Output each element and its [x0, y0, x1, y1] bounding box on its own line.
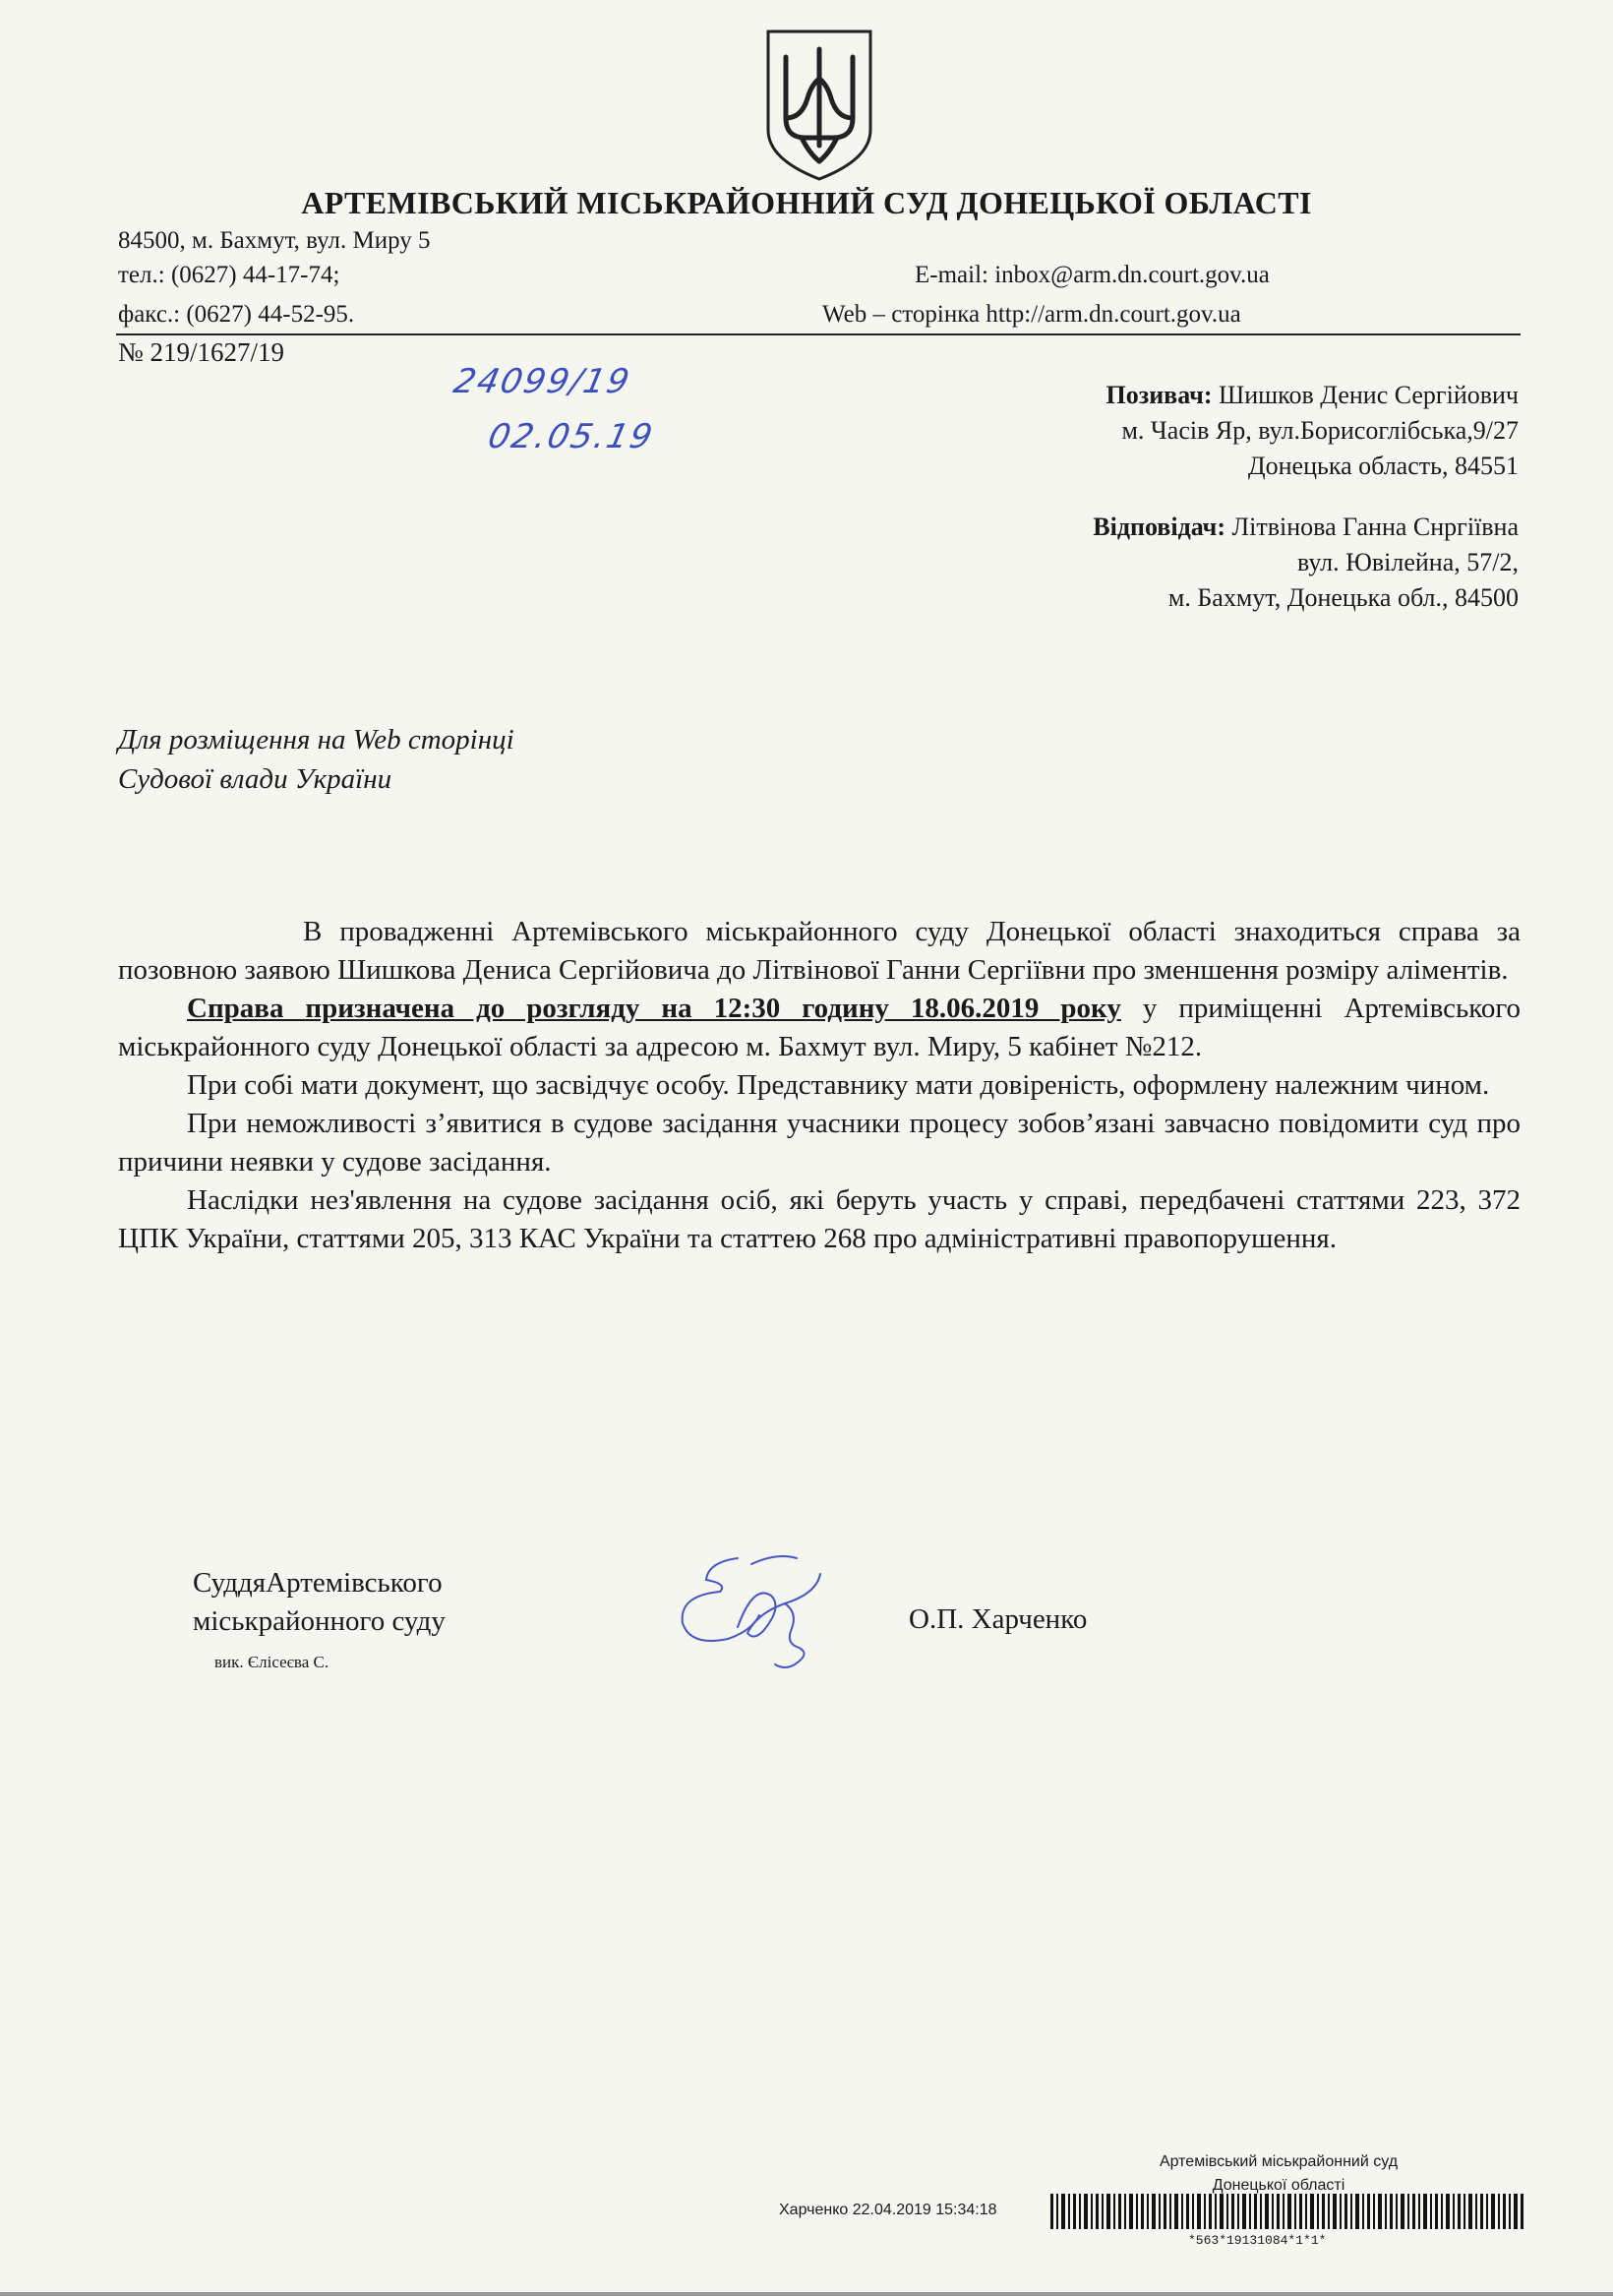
- body-paragraph-documents: При собі мати документ, що засвідчує особу. Представнику мати довіреність, оформлену належним чином.: [187, 1069, 1490, 1101]
- judge-name: О.П. Харченко: [909, 1603, 1088, 1635]
- court-phone: тел.: (0627) 44-17-74;: [118, 262, 340, 288]
- plaintiff-name: Шишков Денис Сергійович: [1219, 381, 1519, 409]
- handwritten-signature: [669, 1544, 856, 1678]
- body-paragraph-hearing: [118, 990, 1521, 1066]
- defendant-name: Літвінова Ганна Снргіївна: [1231, 513, 1519, 541]
- case-number: № 219/1627/19: [118, 337, 285, 367]
- defendant-block: [1093, 510, 1519, 616]
- defendant-address-line1: вул. Ювілейна, 57/2,: [1296, 548, 1519, 576]
- barcode-number: *563*19131084*1*1*: [1188, 2233, 1327, 2248]
- court-email: E-mail: inbox@arm.dn.court.gov.ua: [915, 262, 1270, 288]
- judge-title-line2: міськрайонного суду: [193, 1605, 446, 1637]
- court-website: Web – сторінка http://arm.dn.court.gov.ua: [822, 301, 1241, 328]
- hearing-location: у приміщенні Артемівського міськрайонного суду Донецької області за адресою м. Бахмут вул. Миру, 5 кабінет №212.: [118, 993, 1521, 1062]
- court-name-heading: АРТЕМІВСЬКИЙ МІСЬКРАЙОННИЙ СУД ДОНЕЦЬКОЇ ОБЛАСТІ: [301, 185, 1312, 220]
- court-fax: факс.: (0627) 44-52-95.: [118, 301, 355, 328]
- notice-body: [118, 913, 1521, 1258]
- barcode: [1050, 2194, 1526, 2229]
- scan-edge: [0, 2292, 1613, 2296]
- trident-emblem-icon: [762, 28, 876, 183]
- plaintiff-address-line1: м. Часів Яр, вул.Борисоглібська,9/27: [1121, 416, 1519, 445]
- registry-stamp-court: [1102, 2150, 1456, 2198]
- body-paragraph-absence: При неможливості з’явитися в судове засідання учасники процесу зобов’язані завчасно повідомити суд про причини неявки у судове засідання.: [118, 1108, 1521, 1178]
- plaintiff-block: [1106, 378, 1519, 484]
- body-paragraph-consequences: Наслідки нез'явлення на судове засідання осіб, які беруть участь у справі, передбачені статтями 223, 372 ЦПК України, статтями 205, 313 КАС України та статтею 268 про адміністративні правопорушення.: [118, 1184, 1521, 1254]
- plaintiff-address-line2: Донецька область, 84551: [1247, 452, 1519, 480]
- web-publication-note: [118, 720, 514, 799]
- registry-stamp-meta: Харченко 22.04.2019 15:34:18: [779, 2202, 997, 2218]
- handwritten-registration-date: 02.05.19: [484, 417, 658, 456]
- web-note-line1: Для розміщення на Web сторінці: [118, 724, 514, 755]
- handwritten-registration-number: 24099/19: [449, 362, 635, 401]
- judge-title-line1: СуддяАртемівського: [193, 1567, 443, 1599]
- judge-title: [193, 1564, 446, 1641]
- hearing-datetime-highlight: Справа призначена до розгляду на 12:30 годину 18.06.2019 року: [187, 993, 1121, 1024]
- court-address: 84500, м. Бахмут, вул. Миру 5: [118, 227, 431, 254]
- stamp-court-line1: Артемівський міськрайонний суд: [1159, 2153, 1399, 2170]
- header-divider: [116, 333, 1521, 335]
- defendant-address-line2: м. Бахмут, Донецька обл., 84500: [1167, 583, 1519, 612]
- defendant-label: Відповідач:: [1093, 513, 1225, 541]
- plaintiff-label: Позивач:: [1105, 381, 1213, 409]
- web-note-line2: Судової влади України: [118, 763, 392, 795]
- body-paragraph-proceedings: В провадженні Артемівського міськрайонного суду Донецької області знаходиться справа за позовною заявою Шишкова Дениса Сергійовича до Літвінової Ганни Сергіївни про зменшення розміру аліментів.: [118, 916, 1521, 986]
- executor-note: вик. Єлісеєва С.: [214, 1653, 329, 1671]
- stamp-court-line2: Донецької області: [1212, 2177, 1345, 2194]
